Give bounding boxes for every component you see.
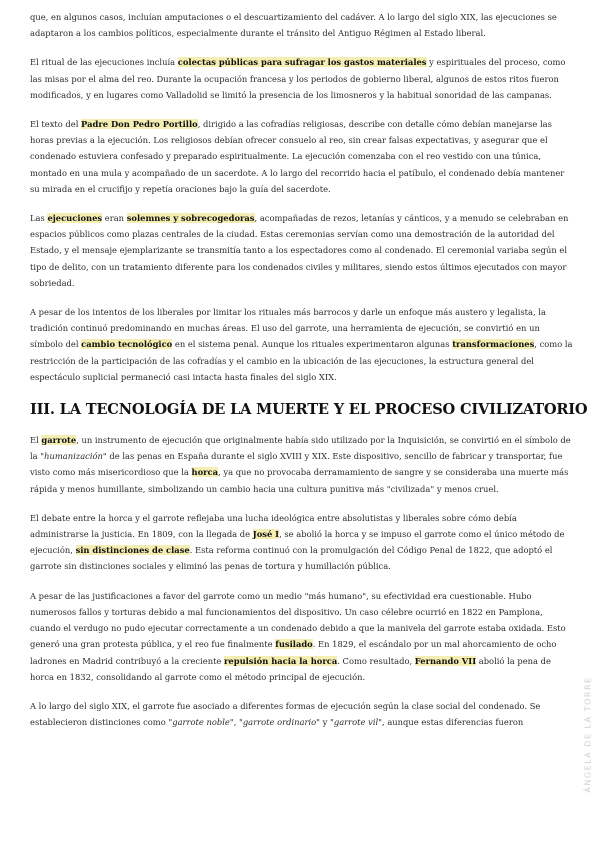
highlight-garrote: garrote (41, 435, 77, 446)
paragraph-5: A pesar de los intentos de los liberales por limitar los rituales más barrocos y darle un enfoque más austero y legalista, la tradición continuó predominando en muchas áreas. El uso del garrote, una herramienta de ejecución, se convirtió en un símbolo del cambio tecnológico en el sistema penal. Aunque los rituales experimentaron algunas transformaciones, como la restricción de la participación de las cofradías y el cambio en la ubicación de las ejecuciones, la estructura general del espectáculo suplicial permaneció casi intacta hasta finales del siglo XIX. (30, 307, 573, 382)
article-body (30, 9, 588, 743)
paragraph-1: que, en algunos casos, incluían amputaciones o el descuartizamiento del cadáver. A lo largo del siglo XIX, las ejecuciones se adaptaron a los cambios políticos, especialmente durante el tránsito del Antiguo Régimen al Estado liberal. (30, 12, 557, 39)
highlight-fusilado: fusilado (275, 639, 313, 650)
highlight-ejecuciones: ejecuciones (47, 213, 103, 224)
italic-humanizacion: "humanización" (40, 451, 107, 462)
paragraph-2: El ritual de las ejecuciones incluía colectas públicas para sufragar los gastos materiales y espirituales del proceso, como las misas por el alma del reo. Durante la ocupación francesa y los periodos de gobierno liberal, algunos de estos ritos fueron modificados, y en lugares como Valladolid se limitó la presencia de los limosneros y la habitual sonoridad de las campanas. (30, 57, 566, 100)
italic-garrote-ordinario: "garrote ordinario" (239, 717, 320, 728)
highlight-colectas: colectas públicas para sufragar los gastos materiales (177, 57, 427, 68)
highlight-horca: horca (191, 467, 219, 478)
highlight-cambio-tecnologico: cambio tecnológico (81, 339, 173, 350)
italic-garrote-noble: "garrote noble" (168, 717, 234, 728)
highlight-fernando-vii: Fernando VII (414, 655, 477, 666)
highlight-sin-distinciones: sin distinciones de clase (75, 545, 190, 556)
paragraph-9: A lo largo del siglo XIX, el garrote fue asociado a diferentes formas de ejecución según la clase social del condenado. Se establecieron distinciones como "garrote noble", "garrote ordinario" y "garrote vil", aunque estas diferencias fueron (30, 700, 541, 728)
section-heading: III. LA TECNOLOGÍA DE LA MUERTE Y EL PROCESO CIVILIZATORIO (30, 401, 588, 419)
paragraph-8: A pesar de las justificaciones a favor del garrote como un medio "más humano", su efectividad era cuestionable. Hubo numerosos fallos y torturas debido a mal funcionamientos del dispositivo. Un caso célebre ocurrió en 1822 en Pamplona, cuando el verdugo no pudo ejecutar correctamente a un condenado debido a que la manivela del garrote estaba oxidada. Esto generó una gran protesta pública, y el reo fue finalmente fusilado. En 1829, el escándalo por un mal ahorcamiento de ocho ladrones en Madrid contribuyó a la creciente repulsión hacia la horca. Como resultado, Fernando VII abolió la pena de horca en 1832, consolidando al garrote como el método principal de ejecución. (30, 590, 566, 682)
paragraph-4: Las ejecuciones eran solemnes y sobrecogedoras, acompañadas de rezos, letanías y cánticos, y a menudo se celebraban en espacios públicos como plazas centrales de la ciudad. Estas ceremonias servían como una demostración de la autoridad del Estado, y el mensaje ejemplarizante se transmitía tanto a los espectadores como al condenado. El ceremonial variaba según el tipo de delito, con un tratamiento diferente para los condenados civiles y militares, siendo estos últimos ejecutados con mayor sobriedad. (30, 213, 569, 288)
highlight-repulsion: repulsión hacia la horca (224, 655, 338, 666)
highlight-portillo: Padre Don Pedro Portillo (81, 119, 198, 130)
paragraph-3: El texto del Padre Don Pedro Portillo, dirigido a las cofradías religiosas, describe con detalle cómo debían manejarse las horas previas a la ejecución. Los religiosos debían ofrecer consuelo al reo, sin crear falsas expectativas, y asegurar que el condenado estuviera confesado y preparado espiritualmente. La ejecución comenzaba con el reo vestido con una túnica, montado en una mula y acompañado de un sacerdote. A lo largo del recorrido hacia el patíbulo, el condenado debía mantener su mirada en el crucifijo y repetía oraciones bajo la guía del sacerdote. (30, 119, 565, 194)
highlight-jose-i: José I (252, 529, 280, 540)
author-watermark: ÁNGELA DE LA TORRE (583, 676, 593, 793)
italic-garrote-vil: "garrote vil" (330, 717, 383, 728)
highlight-solemnes: solemnes y sobrecogedoras (126, 213, 255, 224)
paragraph-6: El garrote, un instrumento de ejecución que originalmente había sido utilizado por la Inquisición, se convirtió en el símbolo de la "humanización" de las penas en España durante el siglo XVIII y XIX. Este dispositivo, sencillo de fabricar y transportar, fue visto como más misericordioso que la horca, ya que no provocaba derramamiento de sangre y se consideraba una muerte más rápida y menos humillante, simbolizando un cambio hacia una cultura punitiva más "civilizada" y menos cruel. (30, 435, 571, 494)
highlight-transformaciones: transformaciones (452, 339, 535, 350)
paragraph-7: El debate entre la horca y el garrote reflejaba una lucha ideológica entre absolutistas y liberales sobre cómo debía administrarse la justicia. En 1809, con la llegada de José I, se abolió la horca y se impuso el garrote como el único método de ejecución, sin distinciones de clase. Esta reforma continuó con la promulgación del Código Penal de 1822, que adoptó el garrote sin distinciones sociales y eliminó las penas de tortura y humillación pública. (30, 512, 565, 572)
